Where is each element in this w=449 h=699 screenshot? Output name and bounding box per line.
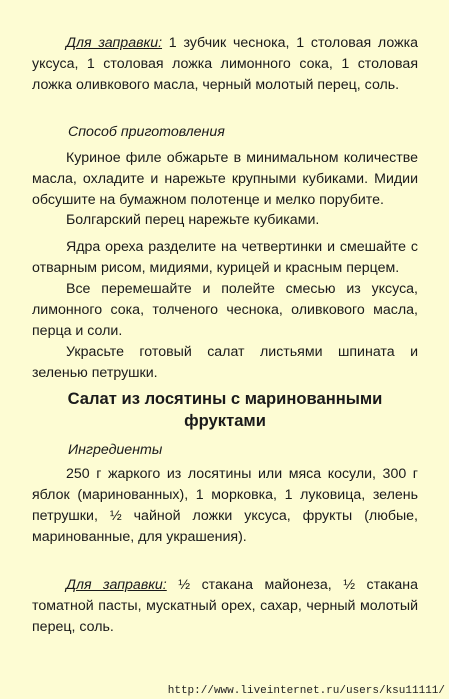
ingredients-heading: Ингредиенты bbox=[68, 442, 163, 458]
dressing-text-1: 1 зубчик чеснока, 1 столовая ложка уксуса, 1 столовая ложка лимонного сока, 1 столовая ложка оливкового масла, черный молотый перец, соль. bbox=[32, 35, 418, 93]
method-heading: Способ приготовления bbox=[68, 124, 225, 140]
method-paragraph-1: Куриное филе обжарьте в минимальном количестве масла, охладите и нарежьте крупными кубиками. Мидии обсушите на бумажном полотенце и мелко порубите. bbox=[32, 150, 418, 208]
dressing-text-2: ½ стакана майонеза, ½ стакана томатной пасты, мускатный орех, сахар, черный молотый перец, соль. bbox=[32, 577, 419, 635]
dressing-label-1: Для заправки: bbox=[66, 35, 163, 51]
recipe-title-line-2: фруктами bbox=[184, 411, 266, 430]
dressing-paragraph-2 bbox=[32, 575, 418, 638]
method-paragraph-4: Все перемешайте и полейте смесью из уксуса, лимонного сока, толченого чеснока, оливкового масла, перца и соли. bbox=[32, 281, 418, 339]
dressing-label-2: Для заправки: bbox=[66, 577, 167, 593]
watermark-url: http://www.liveinternet.ru/users/ksu11111/ bbox=[167, 685, 445, 697]
dressing-paragraph-1 bbox=[32, 33, 418, 96]
recipe-title-line-1: Салат из лосятины с маринованными bbox=[67, 389, 383, 408]
method-paragraph-2: Болгарский перец нарежьте кубиками. bbox=[66, 212, 320, 228]
method-paragraph-3: Ядра ореха разделите на четвертинки и смешайте с отварным рисом, мидиями, курицей и красным перцем. bbox=[32, 239, 418, 276]
ingredients-paragraph: 250 г жаркого из лосятины или мяса косули, 300 г яблок (маринованных), 1 морковка, 1 луковица, зелень петрушки, ½ чайной ложки уксуса, фрукты (любые, маринованные, для украшения). bbox=[32, 466, 418, 545]
method-paragraph-5: Украсьте готовый салат листьями шпината и зеленью петрушки. bbox=[32, 344, 418, 381]
